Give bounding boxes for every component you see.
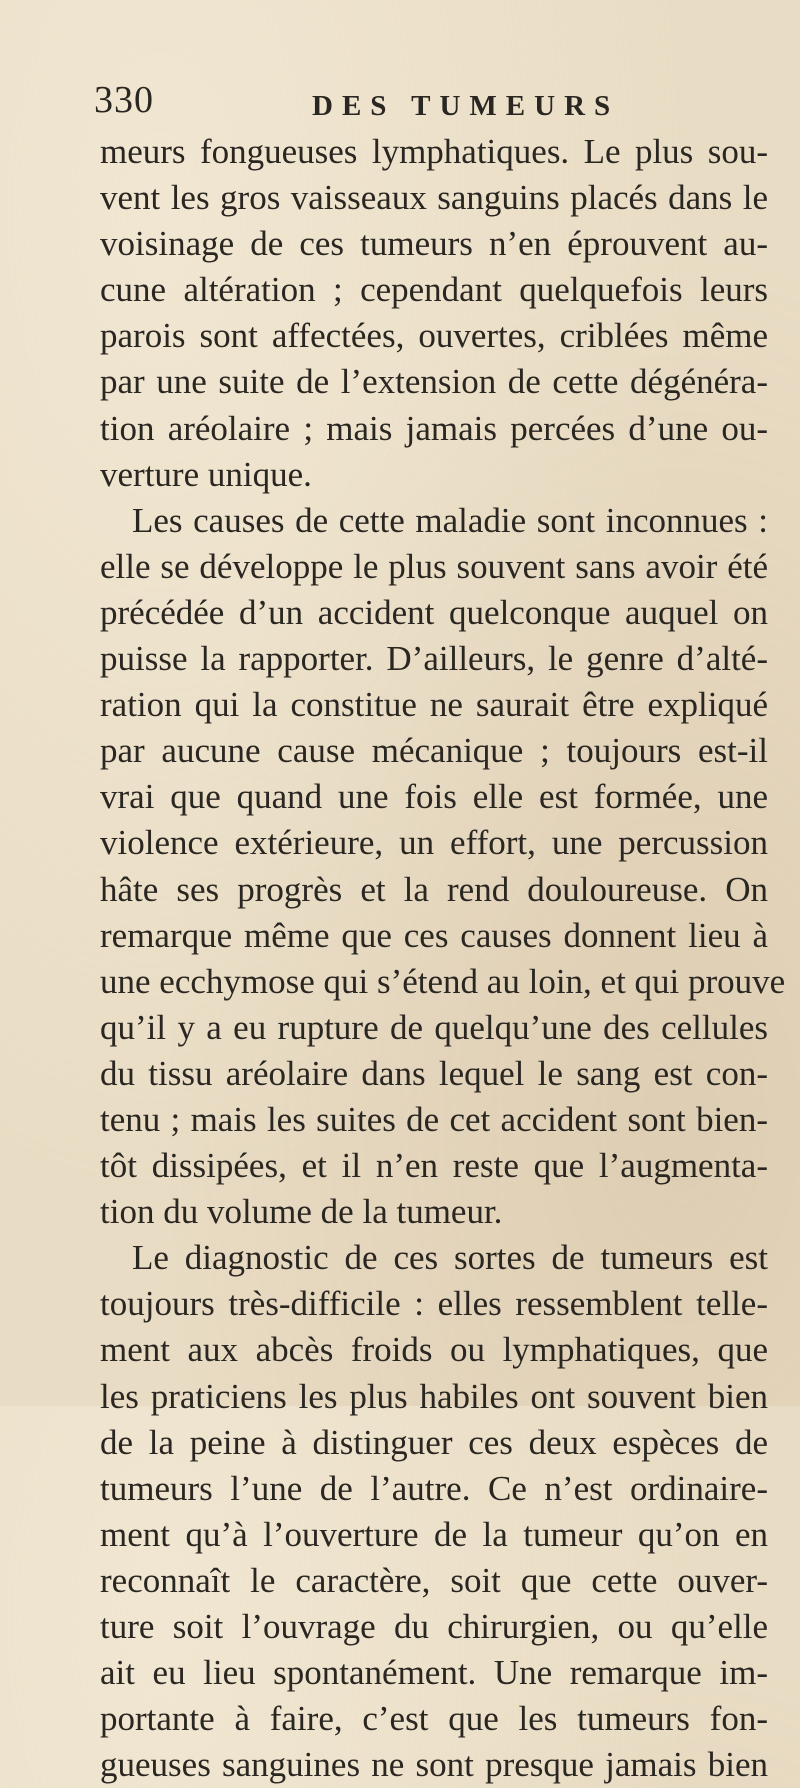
text-line: reconnaît le caractère, soit que cette ouver- [100, 1560, 768, 1600]
text-line: ration qui la constitue ne saurait être expliqué [100, 685, 768, 725]
text-line: vent les gros vaisseaux sanguins placés dans le [100, 178, 768, 218]
text-line: cune altération ; cependant quelquefois leurs [100, 270, 768, 310]
text-line: Le diagnostic de ces sortes de tumeurs est [132, 1238, 768, 1278]
text-line: tôt dissipées, et il n’en reste que l’augmenta- [100, 1146, 768, 1186]
text-line: ment aux abcès froids ou lymphatiques, que [100, 1330, 768, 1370]
text-line: tenu ; mais les suites de cet accident sont bien- [100, 1099, 768, 1139]
text-line: tumeurs l’une de l’autre. Ce n’est ordinaire- [100, 1468, 768, 1508]
running-title: DES TUMEURS [312, 90, 620, 122]
text-line: elle se développe le plus souvent sans avoir été [100, 546, 768, 586]
text-line: ture soit l’ouvrage du chirurgien, ou qu’elle [100, 1607, 768, 1646]
text-line: tion du volume de la tumeur. [100, 1192, 503, 1232]
body-text [100, 129, 786, 1788]
text-line: de la peine à distinguer ces deux espèces de [100, 1422, 768, 1462]
text-line: portante à faire, c’est que les tumeurs fon- [100, 1699, 768, 1739]
text-line: violence extérieure, un effort, une percussion [100, 823, 768, 863]
text-line: ait eu lieu spontanément. Une remarque im- [100, 1653, 768, 1693]
page-number: 330 [94, 79, 154, 121]
text-line: puisse la rapporter. D’ailleurs, le genre d’alté- [100, 639, 768, 679]
text-line: une ecchymose qui s’étend au loin, et qui prouve [100, 961, 786, 1001]
text-line: tion aréolaire ; mais jamais percées d’une ou- [100, 408, 768, 448]
text-line: voisinage de ces tumeurs n’en éprouvent au- [100, 224, 768, 264]
text-line: toujours très-difficile : elles ressemblent telle- [100, 1284, 768, 1324]
text-line: meurs fongueuses lymphatiques. Le plus sou- [100, 132, 768, 171]
text-line: gueuses sanguines ne sont presque jamais bien [100, 1745, 768, 1785]
text-line: hâte ses progrès et la rend douloureuse. On [100, 869, 768, 909]
text-line: parois sont affectées, ouvertes, criblées même [100, 316, 768, 356]
text-line: du tissu aréolaire dans lequel le sang est con- [100, 1053, 768, 1093]
text-line: vrai que quand une fois elle est formée, une [100, 777, 768, 817]
text-line: qu’il y a eu rupture de quelqu’une des cellules [100, 1007, 768, 1047]
running-head [94, 70, 760, 120]
text-line: les praticiens les plus habiles ont souvent bien [100, 1376, 768, 1416]
text-line: remarque même que ces causes donnent lieu à [100, 915, 768, 955]
text-line: par aucune cause mécanique ; toujours est-il [100, 731, 768, 771]
text-line: Les causes de cette maladie sont inconnues : [132, 500, 768, 540]
text-line: verture unique. [100, 454, 312, 494]
text-line: ment qu’à l’ouverture de la tumeur qu’on en [100, 1514, 768, 1554]
text-line: par une suite de l’extension de cette dégénéra- [100, 362, 768, 402]
text-line: précédée d’un accident quelconque auquel on [100, 592, 768, 632]
